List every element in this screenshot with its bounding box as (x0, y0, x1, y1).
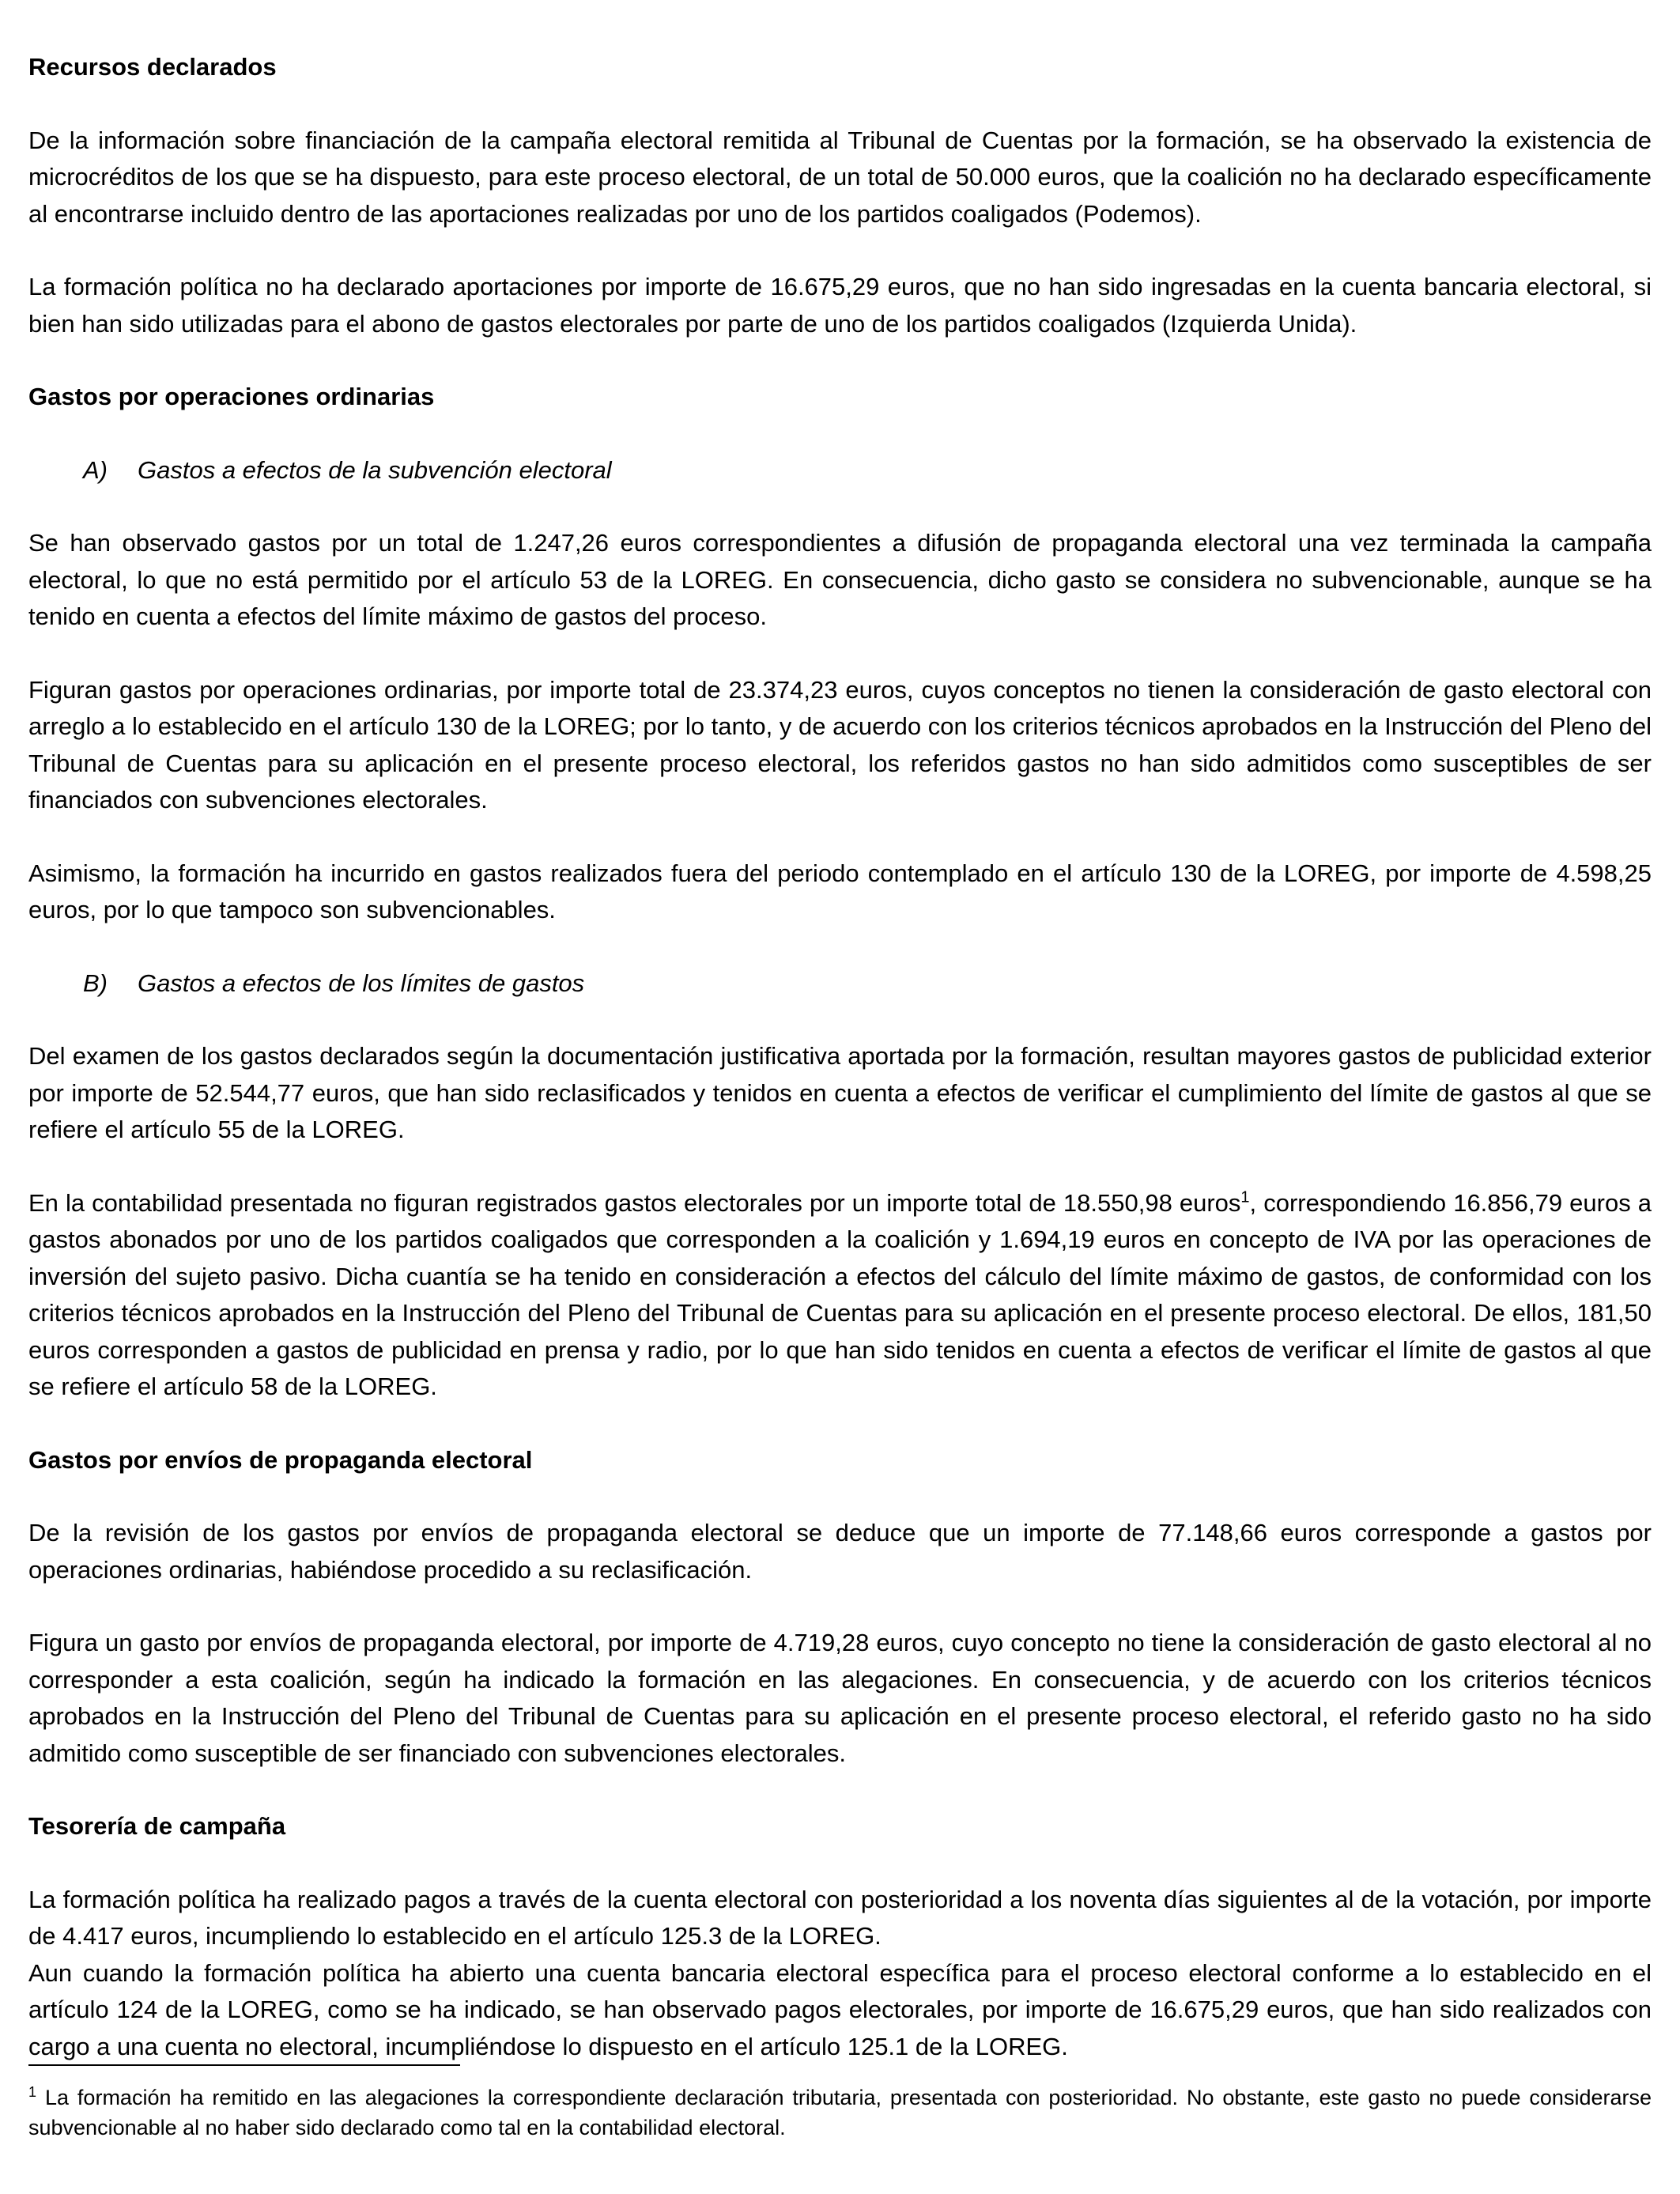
paragraph-tesoreria-2: Aun cuando la formación política ha abierto una cuenta bancaria electoral específica para el proceso electoral conforme a lo establecido en el artículo 124 de la LOREG, como se ha indicado, se han observado pagos electorales, por importe de 16.675,29 euros, que han sido realizados con cargo a una cuenta no electoral, incumpliéndose lo dispuesto en el artículo 125.1 de la LOREG. (28, 1958, 1652, 2060)
paragraph-recursos-2: La formación política no ha declarado aportaciones por importe de 16.675,29 euros, que no han sido ingresadas en la cuenta bancaria electoral, si bien han sido utilizadas para el abono de gastos electorales por parte de uno de los partidos coaligados (Izquierda Unida). (28, 273, 1652, 338)
subsection-b-letter: B) (83, 969, 108, 997)
footnote-text: La formación ha remitido en las alegaciones la correspondiente declaración tributaria, presentada con posterioridad. No obstante, este gasto no puede considerarse subvencionable al no haber sido declarado como tal en la contabilidad electoral. (28, 2086, 1652, 2139)
paragraph-recursos-1: De la información sobre financiación de la campaña electoral remitida al Tribunal de Cuentas por la formación, se ha observado la existencia de microcréditos de los que se ha dispuesto, para este proceso electoral, de un total de 50.000 euros, que la coalición no ha declarado específicamente al encontrarse incluido dentro de las aportaciones realizadas por uno de los partidos coaligados (Podemos). (28, 126, 1652, 228)
section-heading-tesoreria: Tesorería de campaña (28, 1812, 286, 1840)
paragraph-limites-2-end: , correspondiendo 16.856,79 euros a gastos abonados por uno de los partidos coaligados que corresponden a la coalición y 1.694,19 euros en concepto de IVA por las operaciones de inversión del sujeto pasivo. Dicha cuantía se ha tenido en consideración a efectos del cálculo del límite máximo de gastos, de conformidad con los criterios técnicos aprobados en la Instrucción del Pleno del Tribunal de Cuentas para su aplicación en el presente proceso electoral. De ellos, 181,50 euros corresponden a gastos de publicidad en prensa y radio, por lo que han sido tenidos en cuenta a efectos de verificar el límite de gastos al que se refiere el artículo 58 de la LOREG. (28, 1188, 1652, 1400)
paragraph-ordinarias-1: Se han observado gastos por un total de 1.247,26 euros correspondientes a difusión de propaganda electoral una vez terminada la campaña electoral, lo que no está permitido por el artículo 53 de la LOREG. En consecuencia, dicho gasto se considera no subvencionable, aunque se ha tenido en cuenta a efectos del límite máximo de gastos del proceso. (28, 529, 1652, 630)
paragraph-limites-2-start: En la contabilidad presentada no figuran registrados gastos electorales por un importe total de 18.550,98 euros (28, 1188, 1241, 1217)
paragraph-limites-2 (28, 1185, 1652, 1406)
section-heading-envios: Gastos por envíos de propaganda electoral (28, 1445, 533, 1474)
subsection-a-letter: A) (83, 455, 108, 484)
section-heading-recursos: Recursos declarados (28, 53, 277, 81)
section-heading-ordinarias: Gastos por operaciones ordinarias (28, 383, 435, 410)
subsection-b-heading (28, 965, 1652, 1003)
footnote-divider (28, 2064, 460, 2066)
subsection-a-title: Gastos a efectos de la subvención electoral (138, 455, 612, 484)
subsection-a-heading (28, 452, 1652, 489)
footnote (28, 2083, 1652, 2143)
paragraph-envios-1: De la revisión de los gastos por envíos de propaganda electoral se deduce que un importe de 77.148,66 euros corresponde a gastos por operaciones ordinarias, habiéndose procedido a su reclasificación. (28, 1519, 1652, 1584)
footnote-mark: 1 (28, 2084, 37, 2100)
paragraph-tesoreria-1: La formación política ha realizado pagos a través de la cuenta electoral con posterioridad a los noventa días siguientes al de la votación, por importe de 4.417 euros, incumpliendo lo establecido en el artículo 125.3 de la LOREG. (28, 1885, 1652, 1950)
paragraph-limites-1: Del examen de los gastos declarados según la documentación justificativa aportada por la formación, resultan mayores gastos de publicidad exterior por importe de 52.544,77 euros, que han sido reclasificados y tenidos en cuenta a efectos de verificar el cumplimiento del límite de gastos al que se refiere el artículo 55 de la LOREG. (28, 1042, 1652, 1143)
subsection-b-title: Gastos a efectos de los límites de gastos (138, 969, 585, 997)
footnote-reference[interactable]: 1 (1240, 1188, 1250, 1207)
paragraph-ordinarias-2: Figuran gastos por operaciones ordinarias, por importe total de 23.374,23 euros, cuyos conceptos no tienen la consideración de gasto electoral con arreglo a lo establecido en el artículo 130 de la LOREG; por lo tanto, y de acuerdo con los criterios técnicos aprobados en la Instrucción del Pleno del Tribunal de Cuentas para su aplicación en el presente proceso electoral, los referidos gastos no han sido admitidos como susceptibles de ser financiados con subvenciones electorales. (28, 675, 1652, 814)
paragraph-ordinarias-3: Asimismo, la formación ha incurrido en gastos realizados fuera del periodo contemplado en el artículo 130 de la LOREG, por importe de 4.598,25 euros, por lo que tampoco son subvencionables. (28, 859, 1652, 923)
paragraph-envios-2: Figura un gasto por envíos de propaganda electoral, por importe de 4.719,28 euros, cuyo concepto no tiene la consideración de gasto electoral al no corresponder a esta coalición, según ha indicado la formación en las alegaciones. En consecuencia, y de acuerdo con los criterios técnicos aprobados en la Instrucción del Pleno del Tribunal de Cuentas para su aplicación en el presente proceso electoral, el referido gasto no ha sido admitido como susceptible de ser financiado con subvenciones electorales. (28, 1629, 1652, 1767)
